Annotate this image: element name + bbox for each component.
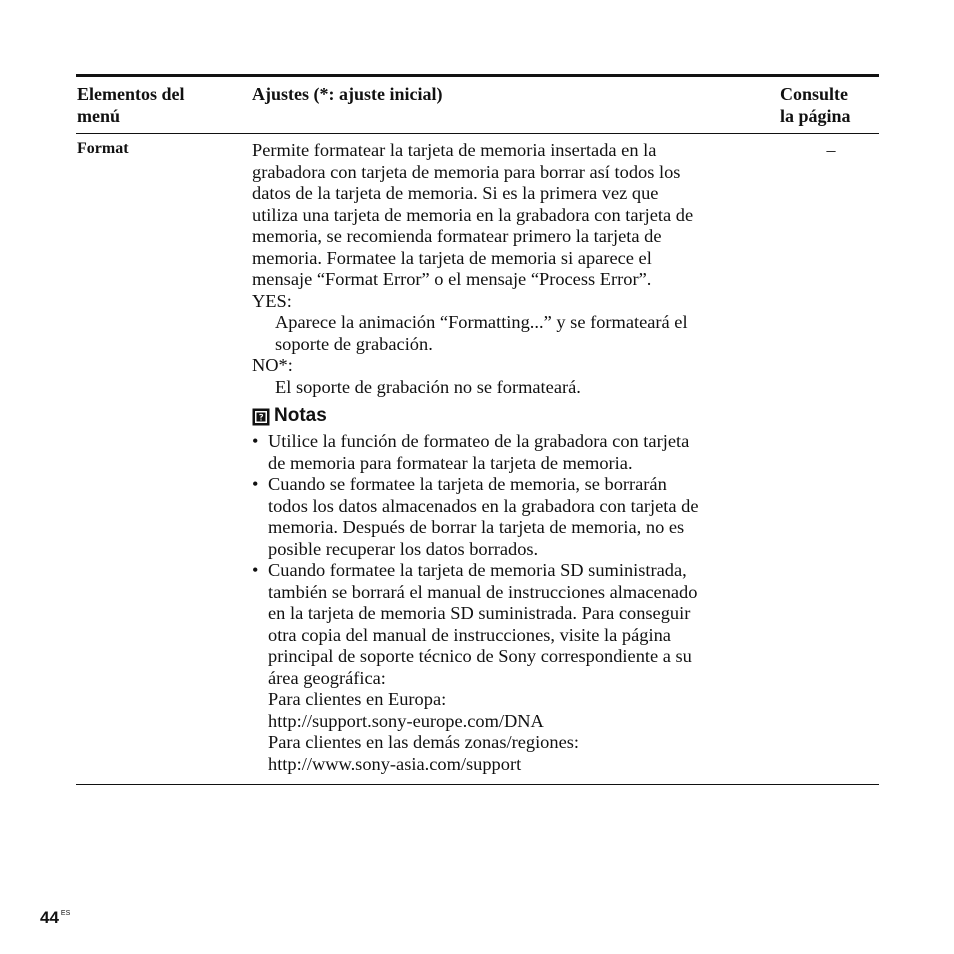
reference-page-value: – <box>826 140 836 160</box>
note-warning-icon <box>252 408 270 426</box>
note-item: • Cuando formatee la tarjeta de memoria SD suministrada, también se borrará el manual de instrucciones almacenado en la tarjeta de memoria SD suministrada. Para conseguir otra copia del manual de instrucciones, visite la página principal de soporte técnico de Sony correspondiente a su área geográfica: Para clientes en Europa: http://support.sony-europe.com/DNA Para clientes en las demás zonas/regiones: http://www.sony-asia.com/support <box>252 560 698 774</box>
header-menu-items: Elementos del menú <box>77 84 185 126</box>
option-no-label: NO*: <box>252 355 293 375</box>
option-yes-label: YES: <box>252 290 292 311</box>
table-bottom-rule <box>76 784 879 785</box>
bullet-icon: • <box>252 560 259 580</box>
option-no <box>252 355 782 398</box>
page-number: 44 $^{ES}$ <box>40 908 71 927</box>
table-row <box>76 134 879 784</box>
option-yes <box>252 291 782 356</box>
bullet-icon: • <box>252 474 259 494</box>
page-language-suffix: ES <box>60 910 71 917</box>
header-settings: Ajustes (*: ajuste inicial) <box>252 84 443 104</box>
menu-item-format: Format <box>77 140 129 157</box>
bullet-icon: • <box>252 431 259 451</box>
option-yes-text: Aparece la animación “Formatting...” y se formateará el soporte de grabación. <box>275 312 688 354</box>
settings-table <box>76 74 879 785</box>
note-item: • Utilice la función de formateo de la grabadora con tarjeta de memoria para formatear la tarjeta de memoria. <box>252 431 690 473</box>
notes-heading <box>252 405 782 427</box>
option-no-text: El soporte de grabación no se formateará. <box>275 376 581 397</box>
format-description <box>252 140 782 775</box>
notes-title: Notas <box>274 405 327 426</box>
table-header-row <box>76 77 879 133</box>
header-reference-page: Consulte la página <box>780 84 851 126</box>
note-item: • Cuando se formatee la tarjeta de memoria, se borrarán todos los datos almacenados en la grabadora con tarjeta de memoria. Después de borrar la tarjeta de memoria, no es posible recuperar los datos borrados. <box>252 474 699 559</box>
notes-list <box>252 431 782 775</box>
description-text: Permite formatear la tarjeta de memoria insertada en la grabadora con tarjeta de memoria para borrar así todos los datos de la tarjeta de memoria. Si es la primera vez que utiliza una tarjeta de memoria en la grabadora con tarjeta de memoria, se recomienda formatear primero la tarjeta de memoria. Formatee la tarjeta de memoria si aparece el mensaje “Format Error” o el mensaje “Process Error”. <box>252 140 694 289</box>
